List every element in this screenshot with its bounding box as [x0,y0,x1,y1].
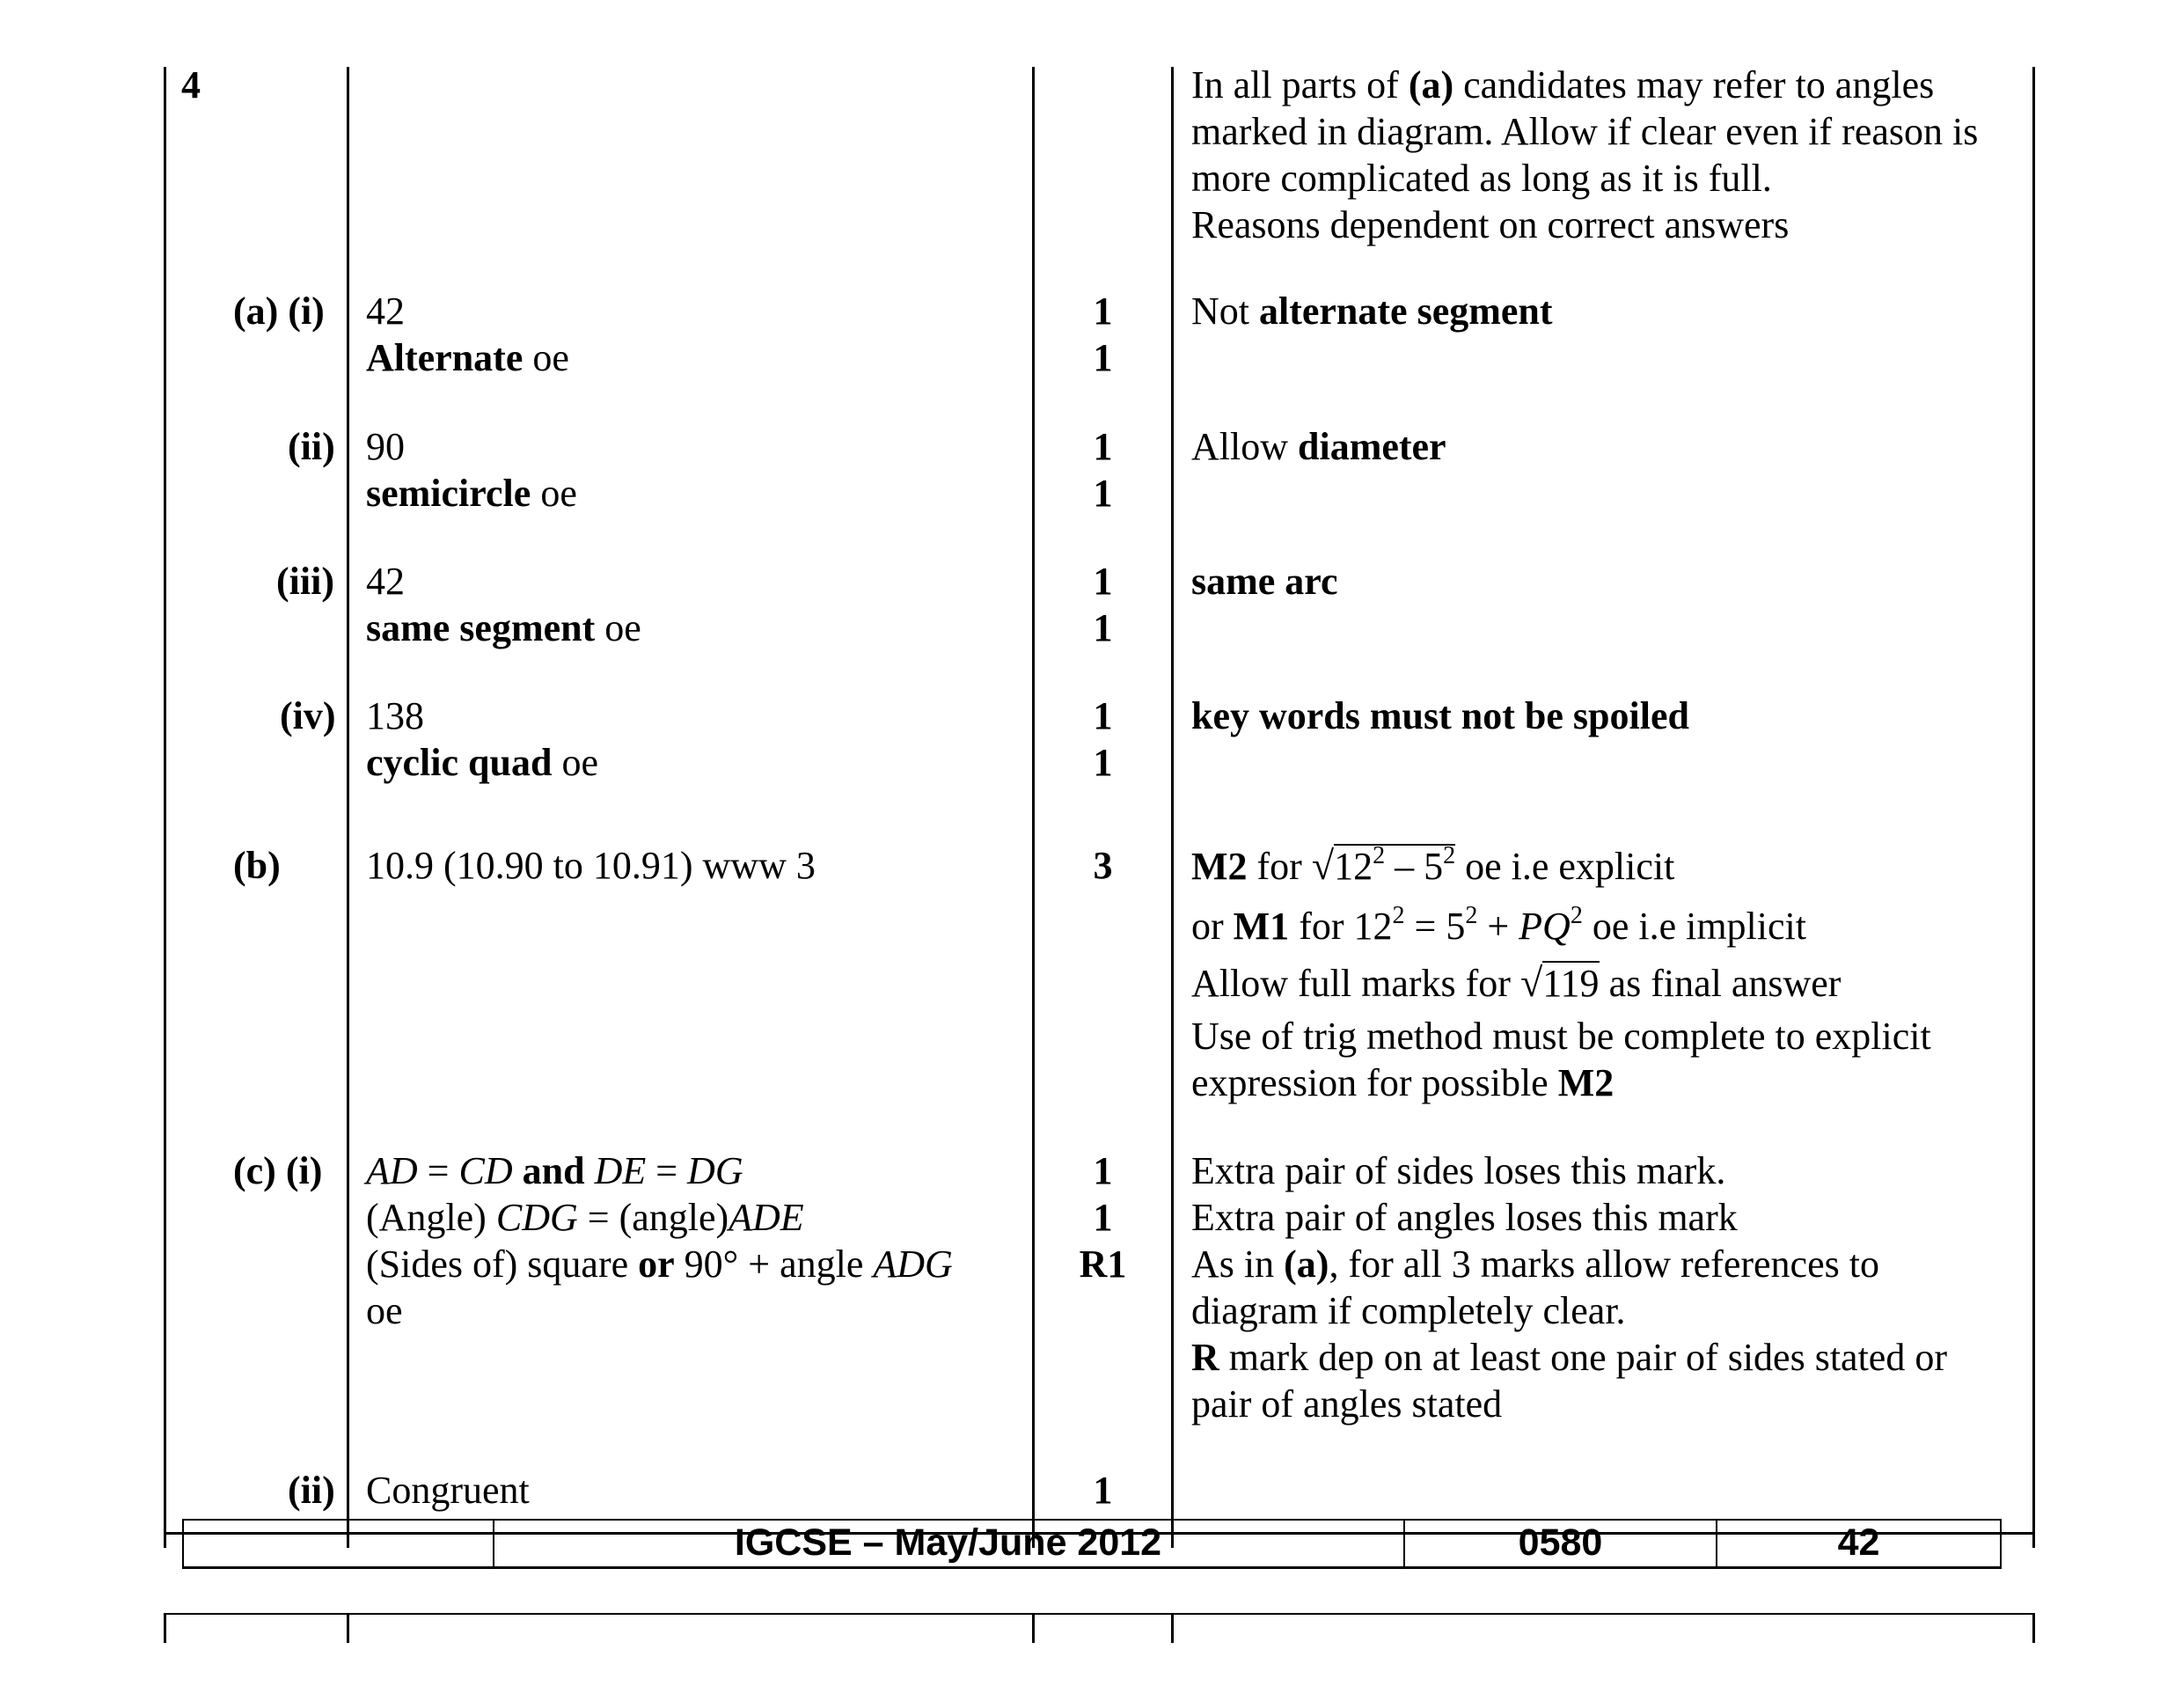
note-b-2-exp-3: 2 [1570,902,1583,929]
note-b-2-or: or [1191,905,1234,948]
next-table-top [164,1613,2035,1615]
c-i-ad: AD [366,1149,418,1192]
c-i-dg: DG [687,1149,743,1192]
note-b-1-op: – 5 [1385,845,1444,888]
mark-a-i-2: 1 [1093,336,1113,379]
label-a-iv: (iv) [280,694,336,737]
answer-a-iii: 42 [366,560,405,603]
next-table-left [164,1613,166,1643]
c-i-cdg: CDG [495,1196,578,1239]
note-b-3-sqrt: 119 [1542,962,1600,1005]
note-b-2-exp-2: 2 [1465,902,1478,929]
note-b-2-eq: = 5 [1404,905,1466,948]
note-c-i-line-6: pair of angles stated [1191,1382,1503,1426]
note-c-i-3-bold: (a) [1284,1243,1329,1286]
note-b-2-tail: oe i.e implicit [1582,905,1806,948]
note-a-i-prefix: Not [1191,290,1259,333]
note-b-5-pre: expression for possible [1191,1061,1558,1104]
mark-a-ii-1: 1 [1093,425,1113,468]
mark-c-ii: 1 [1093,1469,1113,1512]
note-a-ii-prefix: Allow [1191,425,1298,468]
note-c-i-3-pre: As in [1191,1243,1285,1286]
note-b-1-exp-a: 2 [1373,842,1386,869]
c-i-de: DE [594,1149,647,1192]
c-i-eq-2: = [646,1149,688,1192]
label-a-iii: (iii) [276,560,334,603]
answer-c-ii: Congruent [366,1469,530,1512]
note-b-5-bold: M2 [1557,1061,1615,1104]
intro-note-1-b: (a) [1408,63,1454,106]
note-c-i-line-1: Extra pair of sides loses this mark. [1191,1149,1726,1192]
answer-a-ii: 90 [366,425,405,468]
answer-c-i-line-1 [366,1147,743,1194]
mark-c-i-1: 1 [1093,1149,1113,1192]
note-a-i-bold: alternate segment [1259,290,1553,333]
note-a-iv: key words must not be spoiled [1191,694,1689,737]
note-c-i-line-4: diagram if completely clear. [1191,1289,1626,1332]
intro-note-line-3: more complicated as long as it is full. [1191,157,1772,200]
note-b-1-tail: oe i.e explicit [1455,845,1675,888]
note-c-i-line-2: Extra pair of angles loses this mark [1191,1196,1738,1239]
header-box-bottom [182,1566,2002,1569]
sqrt-icon-2: √ [1519,960,1543,1005]
reason-a-iii-suffix: oe [595,606,641,649]
answer-a-i: 42 [366,290,405,333]
note-b-line-2 [1191,903,1806,949]
table-divider-1 [347,67,349,1548]
label-b: (b) [233,844,281,887]
mark-a-i-1: 1 [1093,290,1113,333]
mark-a-iv-2: 1 [1093,741,1113,784]
note-b-1-exp-b: 2 [1443,842,1456,869]
answer-c-i-line-3 [366,1241,953,1287]
table-left-border [164,67,166,1548]
c-i-90: 90° + angle [674,1243,874,1286]
table-divider-3 [1171,67,1174,1548]
c-i-adg: ADG [873,1243,953,1286]
reason-a-ii-suffix: oe [531,472,577,515]
next-table-div-2 [1032,1613,1035,1643]
answer-c-i-line-2 [366,1194,804,1241]
mark-a-iv-1: 1 [1093,694,1113,737]
table-right-border [2032,67,2035,1548]
c-i-or: or [638,1243,675,1286]
mark-a-ii-2: 1 [1093,472,1113,515]
reason-a-iv-bold: cyclic quad [366,741,553,784]
reason-a-ii-bold: semicircle [366,472,531,515]
answer-a-iv: 138 [366,694,424,737]
reason-a-iv [366,739,598,786]
note-a-iii: same arc [1191,560,1338,603]
reason-a-iv-suffix: oe [552,741,598,784]
note-b-line-1 [1191,842,1674,890]
reason-a-iii-bold: same segment [366,606,596,649]
note-c-i-5-bold: R [1191,1336,1219,1379]
next-table-right [2032,1613,2035,1643]
mark-c-i-2: 1 [1093,1196,1113,1239]
c-i-eq-1: = [417,1149,459,1192]
note-b-1-a: 12 [1334,845,1373,888]
intro-note-line-1 [1191,62,1934,108]
c-i-square: (Sides of) square [366,1243,639,1286]
c-i-and: and [512,1149,595,1192]
note-b-3-post: as final answer [1599,962,1842,1005]
note-b-1-for: for [1247,845,1312,888]
intro-note-line-4: Reasons dependent on correct answers [1191,203,1790,246]
mark-c-i-3: R1 [1079,1243,1127,1286]
reason-a-ii [366,470,577,517]
header-paper: 42 [1837,1521,1880,1564]
sqrt-radicand [1334,844,1455,886]
sqrt-icon: √ [1311,843,1335,888]
c-i-cd: CD [458,1149,513,1192]
note-b-line-5 [1191,1059,1614,1106]
mark-b: 3 [1093,844,1113,887]
mark-a-iii-1: 1 [1093,560,1113,603]
intro-note-line-2: marked in diagram. Allow if clear even if reason is [1191,110,1979,153]
note-c-i-line-5 [1191,1334,1947,1381]
answer-b: 10.9 (10.90 to 10.91) www 3 [366,844,816,887]
label-a-ii: (ii) [288,425,335,468]
c-i-eq-angle: = (angle) [577,1196,729,1239]
note-a-ii [1191,423,1446,470]
reason-a-i-bold: Alternate [366,336,524,379]
header-title: IGCSE – May/June 2012 [734,1521,1162,1564]
reason-a-i-suffix: oe [523,336,569,379]
note-c-i-line-3 [1191,1241,1879,1287]
header-box-top [182,1519,2002,1521]
next-table-div-1 [347,1613,349,1643]
intro-note-1-c: candidates may refer to angles [1453,63,1935,106]
reason-a-iii [366,605,641,651]
note-a-ii-bold: diameter [1298,425,1446,468]
note-c-i-5-post: mark dep on at least one pair of sides stated or [1219,1336,1947,1379]
note-b-2-pq: PQ [1519,905,1571,948]
c-i-ade: ADE [729,1196,804,1239]
header-syllabus: 0580 [1518,1521,1603,1564]
note-c-i-3-post: , for all 3 marks allow references to [1329,1243,1879,1286]
header-box-left [182,1519,184,1569]
note-b-3-pre: Allow full marks for [1191,962,1520,1005]
note-a-i [1191,288,1553,334]
next-table-div-3 [1171,1613,1174,1643]
intro-note-1-a: In all parts of [1191,63,1409,106]
reason-a-i [366,334,569,381]
note-b-line-3 [1191,959,1841,1007]
question-number: 4 [181,63,201,106]
answer-c-i-line-4: oe [366,1289,403,1332]
header-box-right [2000,1519,2002,1569]
note-b-2-bold: M1 [1233,905,1290,948]
mark-a-iii-2: 1 [1093,606,1113,649]
note-b-line-4: Use of trig method must be complete to explicit [1191,1015,1931,1058]
note-b-2-for: for 12 [1289,905,1393,948]
label-a-i: (a) (i) [233,290,325,333]
note-b-2-plus: + [1477,905,1519,948]
c-i-angle: (Angle) [366,1196,496,1239]
label-c-i: (c) (i) [233,1149,323,1192]
note-b-2-exp-1: 2 [1392,902,1405,929]
note-b-1-bold: M2 [1191,845,1248,888]
label-c-ii: (ii) [288,1469,335,1512]
